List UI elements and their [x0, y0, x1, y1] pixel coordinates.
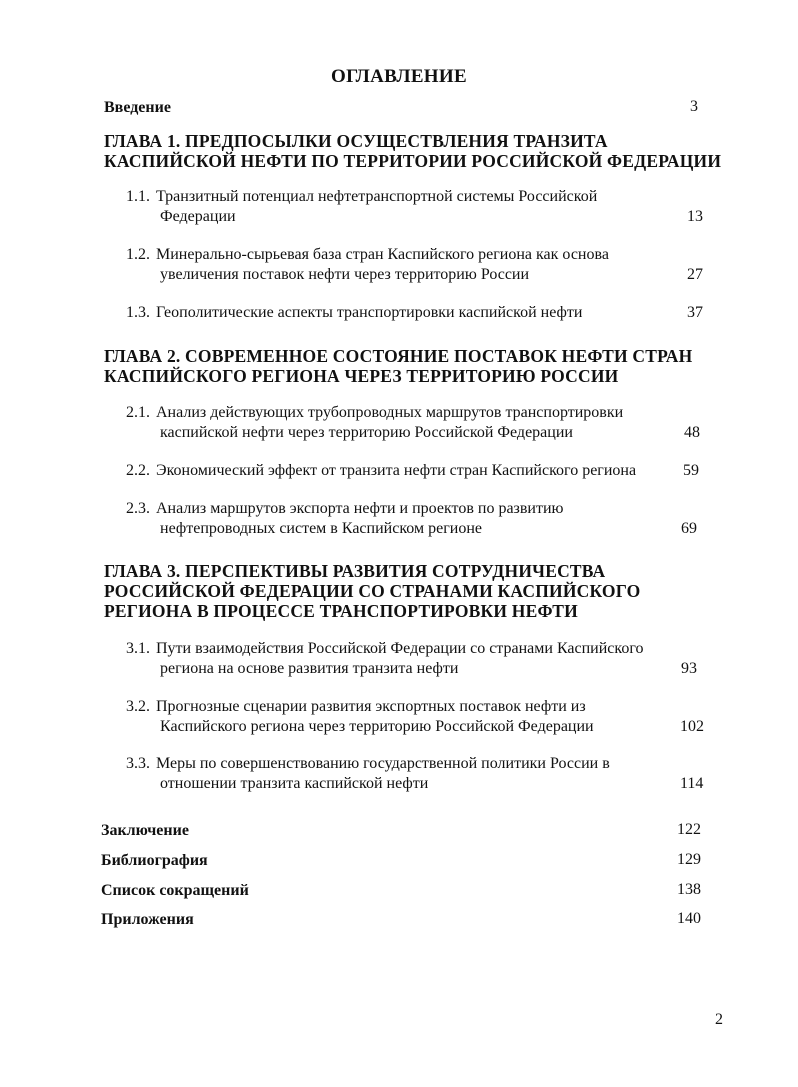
section-page: 13	[687, 208, 703, 225]
section-page: 114	[680, 775, 704, 792]
chapter-3-heading-line-1: ГЛАВА 3. ПЕРСПЕКТИВЫ РАЗВИТИЯ СОТРУДНИЧЕСТВА	[104, 561, 606, 581]
section-title-line-2: Каспийского региона через территорию Российской Федерации	[160, 718, 594, 735]
section-number: 1.1.	[126, 188, 150, 205]
chapter-2-heading-line-2: КАСПИЙСКОГО РЕГИОНА ЧЕРЕЗ ТЕРРИТОРИЮ РОССИИ	[104, 366, 619, 386]
toc-bibliography-page: 129	[677, 851, 701, 868]
section-number: 1.3.	[126, 304, 150, 321]
section-page: 59	[683, 462, 699, 479]
section-page: 37	[687, 304, 703, 321]
chapter-3-heading-line-2: РОССИЙСКОЙ ФЕДЕРАЦИИ СО СТРАНАМИ КАСПИЙСКОГО	[104, 581, 641, 601]
section-page: 102	[680, 718, 704, 735]
section-page: 48	[684, 424, 700, 441]
toc-appendices-page: 140	[677, 910, 701, 927]
section-number: 2.1.	[126, 404, 150, 421]
section-number: 3.2.	[126, 698, 150, 715]
section-number: 3.1.	[126, 640, 150, 657]
toc-intro-page: 3	[690, 98, 698, 115]
section-title-line-2: Федерации	[160, 208, 236, 225]
chapter-2-heading-line-1: ГЛАВА 2. СОВРЕМЕННОЕ СОСТОЯНИЕ ПОСТАВОК НЕФТИ СТРАН	[104, 346, 693, 366]
section-title-line-1: Минерально-сырьевая база стран Каспийского региона как основа	[156, 246, 609, 263]
section-number: 2.3.	[126, 500, 150, 517]
section-title-line-2: каспийской нефти через территорию Российской Федерации	[160, 424, 573, 441]
section-page: 93	[681, 660, 697, 677]
section-page: 27	[687, 266, 703, 283]
section-title-line-1: Прогнозные сценарии развития экспортных поставок нефти из	[156, 698, 586, 715]
section-title-line-1: Экономический эффект от транзита нефти стран Каспийского региона	[156, 462, 637, 479]
section-title-line-2: увеличения поставок нефти через территорию России	[160, 266, 530, 283]
section-title-line-1: Пути взаимодействия Российской Федерации со странами Каспийского	[156, 640, 644, 657]
toc-abbreviations-page: 138	[677, 881, 701, 898]
toc-title: ОГЛАВЛЕНИЕ	[331, 66, 467, 87]
chapter-1-heading-line-1: ГЛАВА 1. ПРЕДПОСЫЛКИ ОСУЩЕСТВЛЕНИЯ ТРАНЗИТА	[104, 131, 608, 151]
section-title-line-1: Геополитические аспекты транспортировки каспийской нефти	[156, 304, 583, 321]
section-title-line-2: отношении транзита каспийской нефти	[160, 775, 429, 792]
toc-conclusion-label: Заключение	[101, 822, 189, 839]
section-number: 1.2.	[126, 246, 150, 263]
section-title-line-1: Меры по совершенствованию государственной политики России в	[156, 755, 610, 772]
section-title-line-1: Анализ действующих трубопроводных маршрутов транспортировки	[156, 404, 624, 421]
section-number: 2.2.	[126, 462, 150, 479]
toc-conclusion-page: 122	[677, 821, 701, 838]
toc-bibliography-label: Библиография	[101, 852, 208, 869]
section-number: 3.3.	[126, 755, 150, 772]
section-title-line-2: нефтепроводных систем в Каспийском регионе	[160, 520, 482, 537]
section-title-line-1: Анализ маршрутов экспорта нефти и проектов по развитию	[156, 500, 564, 517]
section-page: 69	[681, 520, 697, 537]
chapter-1-heading-line-2: КАСПИЙСКОЙ НЕФТИ ПО ТЕРРИТОРИИ РОССИЙСКОЙ ФЕДЕРАЦИИ	[104, 151, 722, 171]
section-title-line-1: Транзитный потенциал нефтетранспортной системы Российской	[156, 188, 598, 205]
toc-abbreviations-label: Список сокращений	[101, 882, 249, 899]
page-number: 2	[715, 1011, 723, 1028]
toc-appendices-label: Приложения	[101, 911, 194, 928]
section-title-line-2: региона на основе развития транзита нефти	[160, 660, 459, 677]
toc-intro-label: Введение	[104, 99, 171, 116]
chapter-3-heading-line-3: РЕГИОНА В ПРОЦЕССЕ ТРАНСПОРТИРОВКИ НЕФТИ	[104, 601, 578, 621]
